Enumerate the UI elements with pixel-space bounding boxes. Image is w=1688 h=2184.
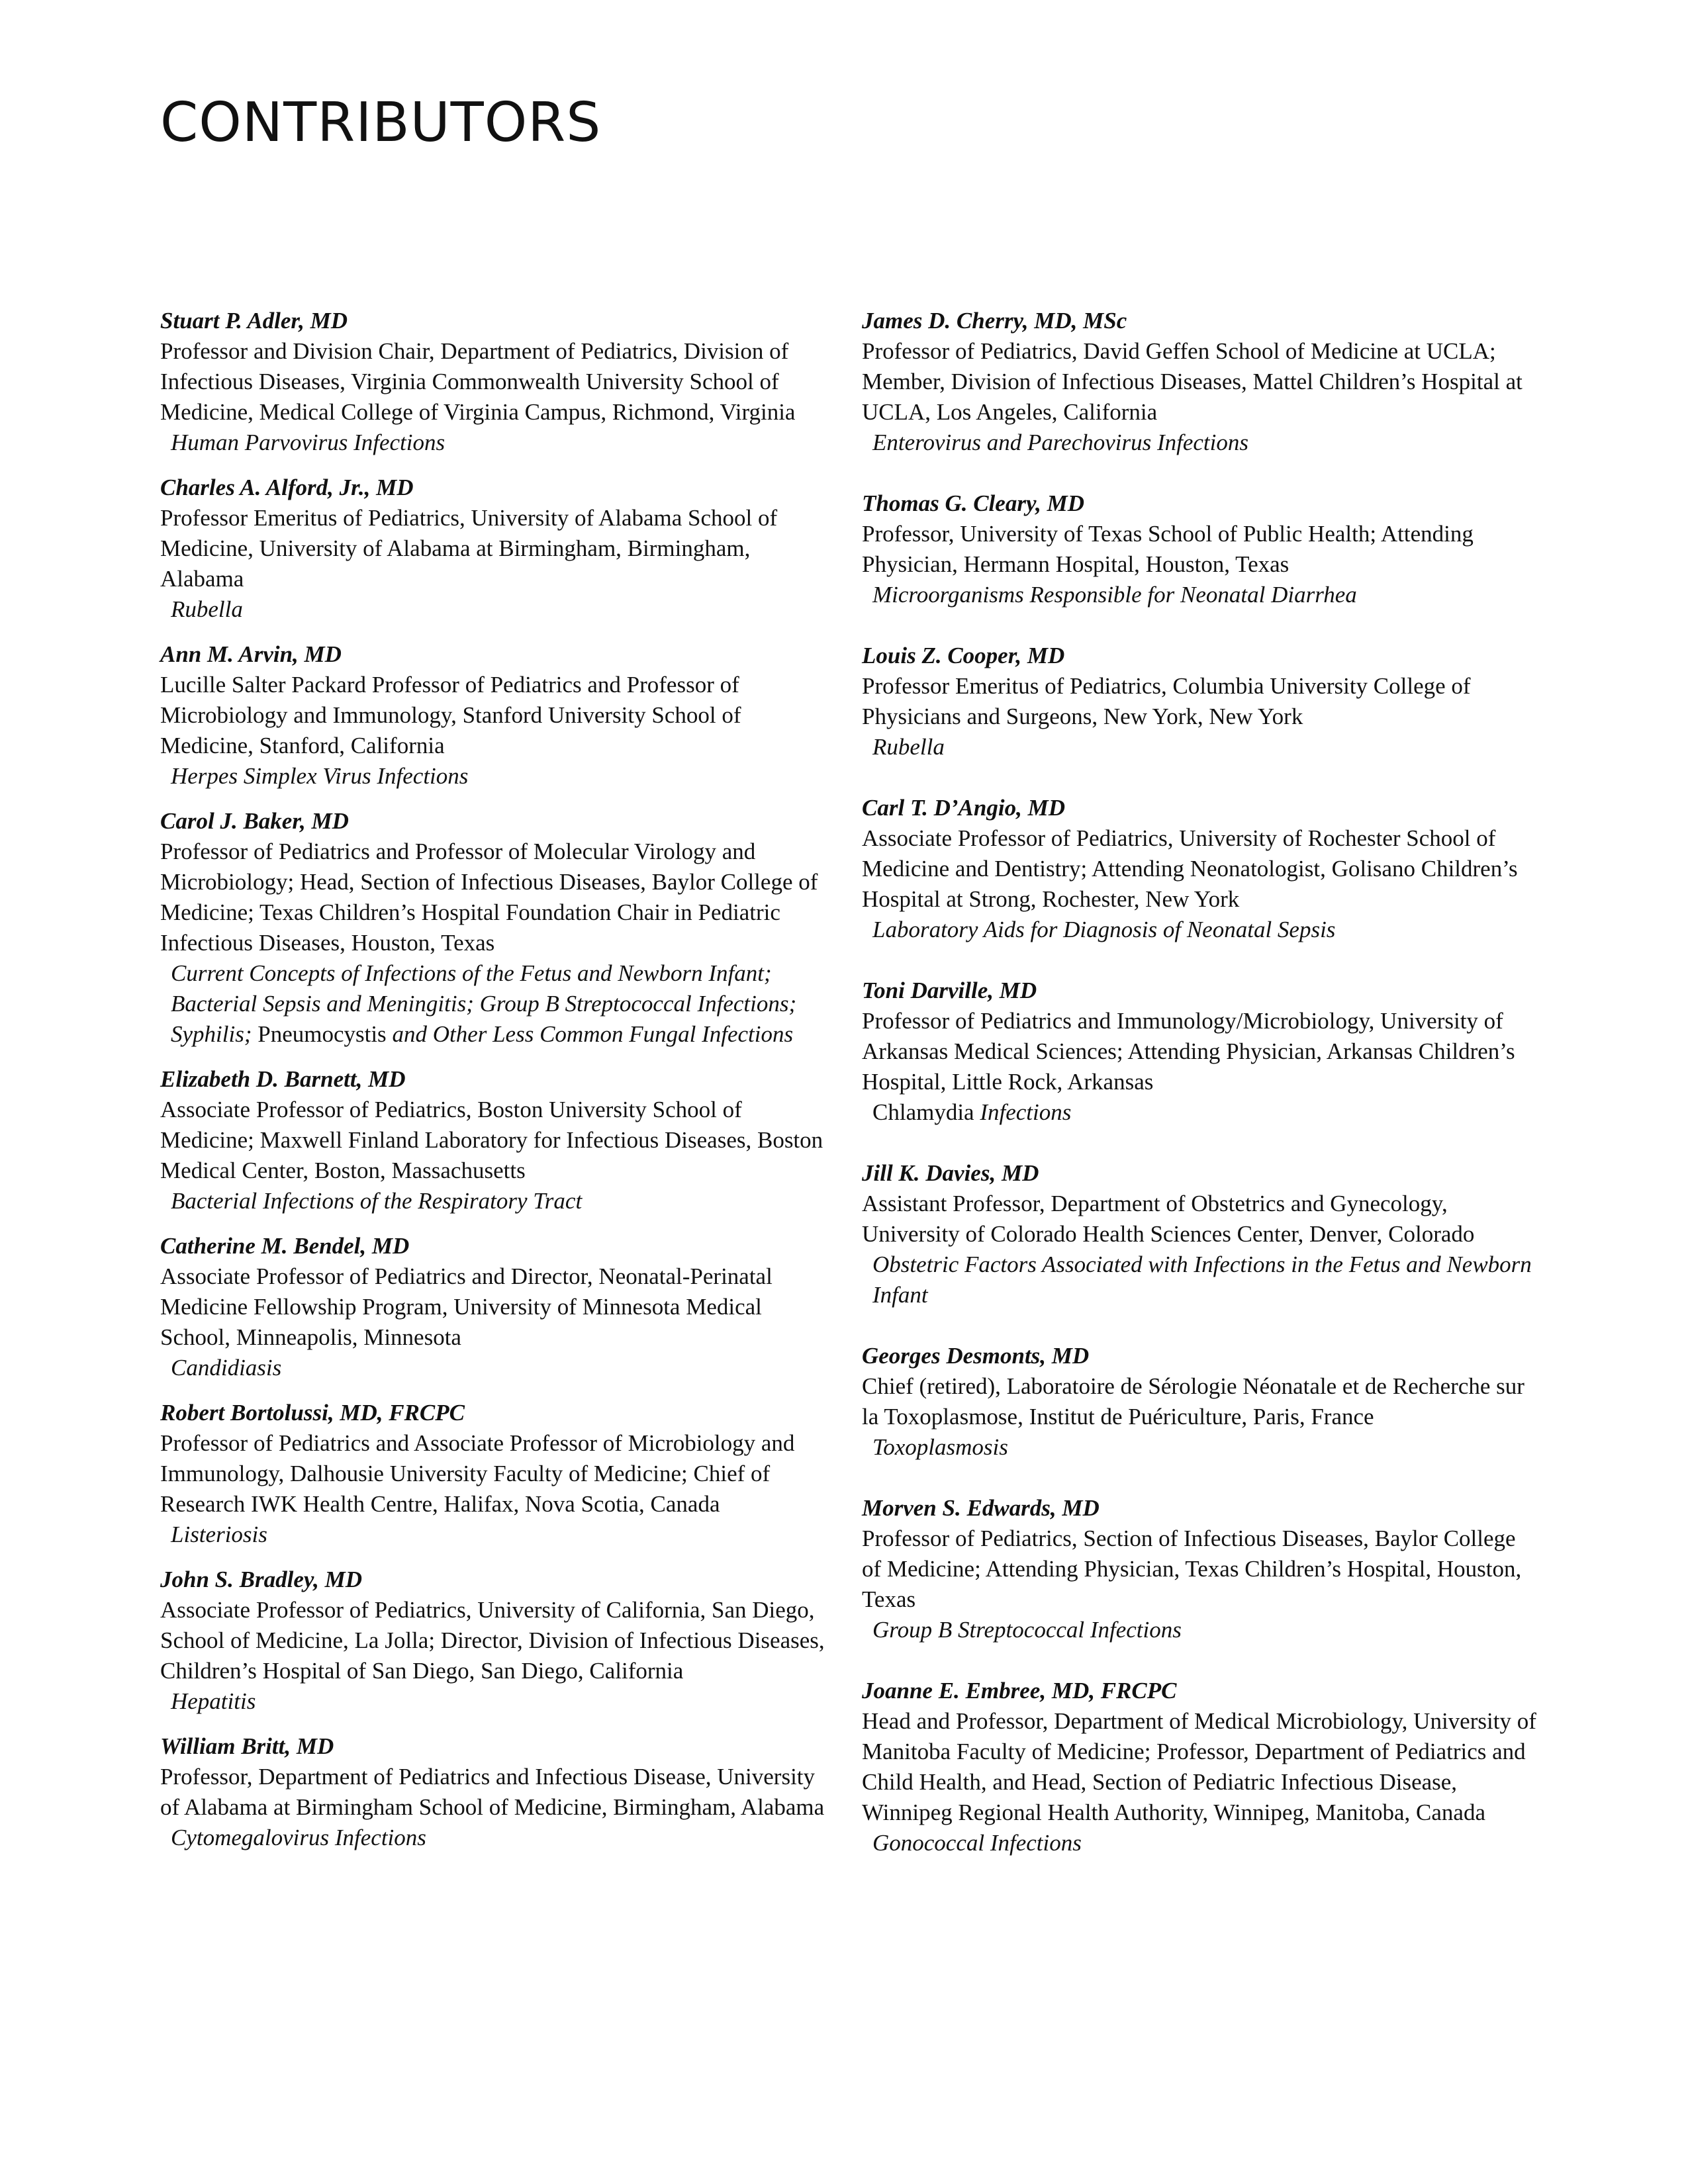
chapter-title: Enterovirus and Parechovirus Infections bbox=[872, 430, 1248, 455]
contributor-chapter bbox=[862, 1615, 1537, 1645]
contributor-affiliation: Head and Professor, Department of Medical Microbiology, University of Manitoba Faculty of Medicine; Professor, Department of Pediatrics and Child Health, and Head, Section of Pediatric Infectious Disease, Winnipeg Regional Health Authority, Winnipeg, Manitoba, Canada bbox=[862, 1708, 1536, 1825]
contributor-entry bbox=[160, 306, 829, 458]
contributor-entry bbox=[862, 641, 1537, 762]
chapter-title: Laboratory Aids for Diagnosis of Neonatal Sepsis bbox=[872, 917, 1336, 942]
contributor-affiliation: Associate Professor of Pediatrics and Director, Neonatal-Perinatal Medicine Fellowship Program, University of Minnesota Medical School, Minneapolis, Minnesota bbox=[160, 1263, 773, 1350]
contributor-name: Charles A. Alford, Jr., MD bbox=[160, 475, 414, 500]
contributor-chapter bbox=[862, 1828, 1537, 1858]
contributor-chapter bbox=[862, 1250, 1537, 1310]
contributor-chapter bbox=[160, 594, 829, 625]
contributor-affiliation: Professor of Pediatrics and Professor of Molecular Virology and Microbiology; Head, Section of Infectious Diseases, Baylor College of Medicine; Texas Children’s Hospital Foundation Chair in Pediatric Infectious Diseases, Houston, Texas bbox=[160, 839, 818, 956]
contributor-name: William Britt, MD bbox=[160, 1733, 334, 1759]
contributor-entry bbox=[862, 488, 1537, 610]
contributor-name: Morven S. Edwards, MD bbox=[862, 1495, 1100, 1521]
contributor-affiliation: Associate Professor of Pediatrics, University of California, San Diego, School of Medicine, La Jolla; Director, Division of Infectious Diseases, Children’s Hospital of San Diego, San Diego, California bbox=[160, 1597, 825, 1684]
contributor-entry bbox=[862, 1341, 1537, 1463]
chapter-title: Hepatitis bbox=[171, 1688, 256, 1714]
contributor-entry bbox=[160, 473, 829, 625]
contributor-affiliation: Professor of Pediatrics and Associate Professor of Microbiology and Immunology, Dalhousie University Faculty of Medicine; Chief of Research IWK Health Centre, Halifax, Nova Scotia, Canada bbox=[160, 1430, 795, 1517]
contributor-entry bbox=[160, 806, 829, 1050]
contributor-name: James D. Cherry, MD, MSc bbox=[862, 308, 1127, 334]
contributor-chapter bbox=[160, 428, 829, 458]
contributor-entry bbox=[862, 306, 1537, 458]
contributor-chapter bbox=[862, 915, 1537, 945]
chapter-title: Group B Streptococcal Infections bbox=[872, 1617, 1182, 1643]
contributor-chapter bbox=[160, 1686, 829, 1717]
contributor-affiliation: Professor of Pediatrics and Immunology/Microbiology, University of Arkansas Medical Sciences; Attending Physician, Arkansas Children’s Hospital, Little Rock, Arkansas bbox=[862, 1008, 1515, 1095]
contributor-name: Stuart P. Adler, MD bbox=[160, 308, 348, 334]
contributor-chapter bbox=[160, 1823, 829, 1853]
contributor-name: Joanne E. Embree, MD, FRCPC bbox=[862, 1678, 1177, 1704]
contributor-chapter bbox=[862, 1097, 1537, 1128]
contributor-affiliation: Associate Professor of Pediatrics, University of Rochester School of Medicine and Dentistry; Attending Neonatologist, Golisano Children’s Hospital at Strong, Rochester, New York bbox=[862, 825, 1518, 912]
contributor-entry bbox=[160, 1398, 829, 1550]
contributor-entry bbox=[160, 1064, 829, 1216]
chapter-title: Herpes Simplex Virus Infections bbox=[171, 763, 469, 789]
chapter-title: and Other Less Common Fungal Infections bbox=[392, 1021, 794, 1047]
chapter-title-organism: Pneumocystis bbox=[258, 1021, 387, 1047]
contributor-name: John S. Bradley, MD bbox=[160, 1567, 363, 1592]
contributor-name: Georges Desmonts, MD bbox=[862, 1343, 1090, 1369]
chapter-title: Toxoplasmosis bbox=[872, 1434, 1008, 1460]
contributor-affiliation: Professor, University of Texas School of Public Health; Attending Physician, Hermann Hospital, Houston, Texas bbox=[862, 521, 1474, 577]
chapter-title: Bacterial Sepsis and Meningitis; Group B Streptococcal Infections; bbox=[171, 991, 797, 1017]
contributor-affiliation: Professor Emeritus of Pediatrics, University of Alabama School of Medicine, University of Alabama at Birmingham, Birmingham, Alabama bbox=[160, 505, 778, 592]
contributor-name: Louis Z. Cooper, MD bbox=[862, 643, 1065, 668]
contributor-chapter bbox=[160, 1186, 829, 1216]
contributor-affiliation: Professor of Pediatrics, David Geffen School of Medicine at UCLA; Member, Division of Infectious Diseases, Mattel Children’s Hospital at UCLA, Los Angeles, California bbox=[862, 338, 1523, 425]
chapter-title: Current Concepts of Infections of the Fetus and Newborn Infant; bbox=[171, 960, 772, 986]
contributor-affiliation: Assistant Professor, Department of Obstetrics and Gynecology, University of Colorado Health Sciences Center, Denver, Colorado bbox=[862, 1191, 1475, 1247]
chapter-title: Microorganisms Responsible for Neonatal Diarrhea bbox=[872, 582, 1357, 608]
contributor-name: Catherine M. Bendel, MD bbox=[160, 1233, 410, 1259]
contributor-name: Toni Darville, MD bbox=[862, 978, 1037, 1003]
contributor-entry bbox=[862, 793, 1537, 945]
chapter-title: Gonococcal Infections bbox=[872, 1830, 1082, 1856]
contributor-entry bbox=[160, 639, 829, 792]
contributor-chapter bbox=[160, 1520, 829, 1550]
contributor-name: Ann M. Arvin, MD bbox=[160, 641, 342, 667]
chapter-title: Bacterial Infections of the Respiratory Tract bbox=[171, 1188, 583, 1214]
contributor-affiliation: Chief (retired), Laboratoire de Sérologie Néonatale et de Recherche sur la Toxoplasmose, Institut de Puériculture, Paris, France bbox=[862, 1373, 1524, 1430]
contributor-name: Robert Bortolussi, MD, FRCPC bbox=[160, 1400, 465, 1426]
contributor-name: Carl T. D’Angio, MD bbox=[862, 795, 1065, 821]
chapter-title: Listeriosis bbox=[171, 1522, 267, 1547]
contributor-affiliation: Associate Professor of Pediatrics, Boston University School of Medicine; Maxwell Finland Laboratory for Infectious Diseases, Boston Medical Center, Boston, Massachusetts bbox=[160, 1097, 823, 1183]
contributor-chapter bbox=[160, 958, 829, 1050]
contributor-affiliation: Lucille Salter Packard Professor of Pediatrics and Professor of Microbiology and Immunology, Stanford University School of Medicine, Stanford, California bbox=[160, 672, 741, 758]
contributor-entry bbox=[160, 1731, 829, 1853]
contributor-affiliation: Professor Emeritus of Pediatrics, Columbia University College of Physicians and Surgeons, New York, New York bbox=[862, 673, 1471, 729]
chapter-title: Candidiasis bbox=[171, 1355, 282, 1381]
contributors-right-column bbox=[862, 306, 1537, 1858]
contributor-entry bbox=[160, 1231, 829, 1383]
chapter-title: Obstetric Factors Associated with Infections in the Fetus and Newborn Infant bbox=[872, 1251, 1532, 1308]
chapter-title: Syphilis; bbox=[171, 1021, 252, 1047]
contributor-chapter bbox=[160, 1353, 829, 1383]
chapter-title: Rubella bbox=[171, 596, 243, 622]
contributor-chapter bbox=[862, 732, 1537, 762]
contributor-chapter bbox=[160, 761, 829, 792]
contributor-name: Carol J. Baker, MD bbox=[160, 808, 349, 834]
contributor-entry bbox=[862, 1676, 1537, 1858]
page-title: CONTRIBUTORS bbox=[160, 91, 602, 154]
chapter-title: Cytomegalovirus Infections bbox=[171, 1825, 426, 1850]
chapter-title: Human Parvovirus Infections bbox=[171, 430, 445, 455]
contributors-left-column bbox=[160, 306, 829, 1853]
contributor-chapter bbox=[862, 580, 1537, 610]
contributor-entry bbox=[862, 1493, 1537, 1645]
contributor-chapter bbox=[862, 428, 1537, 458]
contributor-affiliation: Professor and Division Chair, Department of Pediatrics, Division of Infectious Diseases, Virginia Commonwealth University School of Medicine, Medical College of Virginia Campus, Richmond, Virginia bbox=[160, 338, 796, 425]
contributor-chapter bbox=[862, 1432, 1537, 1463]
contributor-entry bbox=[160, 1565, 829, 1717]
chapter-title: Infections bbox=[980, 1099, 1072, 1125]
contributor-entry bbox=[862, 1158, 1537, 1310]
contributor-name: Jill K. Davies, MD bbox=[862, 1160, 1039, 1186]
contributor-affiliation: Professor of Pediatrics, Section of Infectious Diseases, Baylor College of Medicine; Attending Physician, Texas Children’s Hospital, Houston, Texas bbox=[862, 1525, 1522, 1612]
contributor-affiliation: Professor, Department of Pediatrics and Infectious Disease, University of Alabama at Birmingham School of Medicine, Birmingham, Alabama bbox=[160, 1764, 825, 1820]
chapter-title-organism: Chlamydia bbox=[872, 1099, 974, 1125]
contributor-entry bbox=[862, 976, 1537, 1128]
contributor-name: Thomas G. Cleary, MD bbox=[862, 490, 1085, 516]
chapter-title: Rubella bbox=[872, 734, 945, 760]
contributor-name: Elizabeth D. Barnett, MD bbox=[160, 1066, 406, 1092]
